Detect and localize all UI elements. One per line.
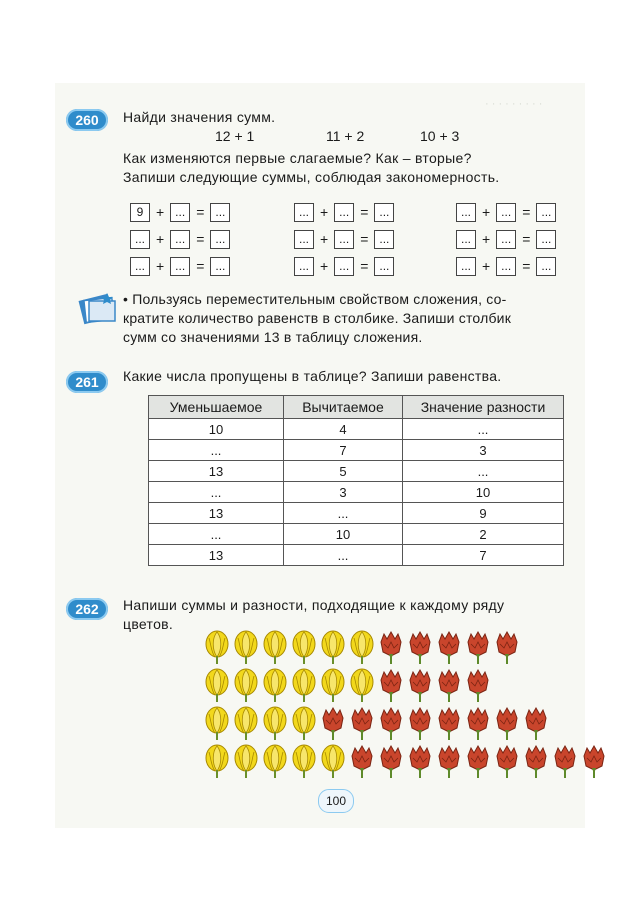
sum-box[interactable]: ... (536, 257, 556, 276)
table-cell: 4 (284, 419, 403, 440)
subtraction-table (148, 395, 564, 566)
tulip-icon (291, 706, 317, 740)
table-cell: 7 (284, 440, 403, 461)
equals-sign: = (522, 204, 531, 220)
table-cell: 9 (403, 503, 564, 524)
table-cell[interactable]: ... (284, 545, 403, 566)
header-minuend: Уменьшаемое (149, 396, 284, 419)
tulip-icon (320, 744, 346, 778)
header-difference: Значение разности (403, 396, 564, 419)
addend-box[interactable]: ... (294, 257, 314, 276)
task-260-badge: 260 (66, 109, 108, 131)
table-cell: 10 (284, 524, 403, 545)
addend-box[interactable]: ... (456, 203, 476, 222)
addend-box[interactable]: ... (496, 257, 516, 276)
plus-sign: + (482, 258, 491, 274)
carnation-icon (436, 668, 462, 702)
note-line-1: • Пользуясь переместительным свойством сложения, со- (123, 291, 507, 307)
addend-box[interactable]: ... (334, 257, 354, 276)
sum-box[interactable]: ... (536, 230, 556, 249)
carnation-icon (494, 744, 520, 778)
plus-sign: + (320, 204, 329, 220)
equals-sign: = (196, 258, 205, 274)
carnation-icon (552, 744, 578, 778)
tulip-icon (262, 630, 288, 664)
plus-sign: + (156, 231, 165, 247)
sum-box[interactable]: ... (374, 203, 394, 222)
task-260-question: Как изменяются первые слагаемые? Как – вторые? (123, 150, 472, 166)
task-262-badge: 262 (66, 598, 108, 620)
sum-equation (130, 202, 230, 222)
carnation-icon (378, 630, 404, 664)
page-number: 100 (318, 789, 354, 813)
sum-1: 12 + 1 (215, 128, 255, 144)
equals-sign: = (196, 204, 205, 220)
table-cell: 13 (149, 545, 284, 566)
sum-equation (294, 256, 394, 276)
sum-equation (130, 229, 230, 249)
carnation-icon (581, 744, 607, 778)
tulip-icon (204, 630, 230, 664)
note-paragraph (123, 290, 578, 347)
addend-box[interactable]: ... (294, 203, 314, 222)
sum-equation (456, 256, 556, 276)
tulip-icon (204, 706, 230, 740)
tulip-icon (349, 630, 375, 664)
plus-sign: + (320, 231, 329, 247)
tulip-icon (233, 744, 259, 778)
table-cell: 5 (284, 461, 403, 482)
carnation-icon (436, 630, 462, 664)
tulip-icon (233, 706, 259, 740)
equals-sign: = (360, 258, 369, 274)
addend-box[interactable]: ... (170, 203, 190, 222)
tulip-icon (233, 630, 259, 664)
table-cell[interactable]: ... (149, 524, 284, 545)
tulip-icon (320, 668, 346, 702)
addend-box[interactable]: ... (456, 257, 476, 276)
tulip-icon (291, 630, 317, 664)
plus-sign: + (482, 231, 491, 247)
sum-box[interactable]: ... (210, 230, 230, 249)
tulip-icon (291, 668, 317, 702)
sum-equation (456, 202, 556, 222)
table-row (149, 440, 564, 461)
carnation-icon (494, 630, 520, 664)
addend-box[interactable]: ... (496, 230, 516, 249)
carnation-icon (465, 630, 491, 664)
sum-equation (130, 256, 230, 276)
addend-box[interactable]: ... (130, 230, 150, 249)
table-cell: 2 (403, 524, 564, 545)
task-261-question: Какие числа пропущены в таблице? Запиши равенства. (123, 368, 502, 384)
table-cell[interactable]: ... (284, 503, 403, 524)
carnation-icon (465, 706, 491, 740)
sum-box[interactable]: ... (374, 230, 394, 249)
table-cell[interactable]: ... (403, 461, 564, 482)
table-cell[interactable]: ... (149, 440, 284, 461)
carnation-icon (407, 630, 433, 664)
carnation-icon (378, 744, 404, 778)
table-cell: 10 (149, 419, 284, 440)
carnation-icon (407, 706, 433, 740)
tulip-icon (204, 744, 230, 778)
first-addend-box[interactable]: 9 (130, 203, 150, 222)
addend-box[interactable]: ... (170, 257, 190, 276)
plus-sign: + (156, 258, 165, 274)
addend-box[interactable]: ... (496, 203, 516, 222)
carnation-icon (436, 744, 462, 778)
task-260-instruction-2: Запиши следующие суммы, соблюдая закономерность. (123, 169, 500, 185)
carnation-icon (465, 668, 491, 702)
tulip-icon (349, 668, 375, 702)
sum-3: 10 + 3 (420, 128, 460, 144)
carnation-icon (494, 706, 520, 740)
carnation-icon (349, 744, 375, 778)
table-cell: 10 (403, 482, 564, 503)
table-row (149, 503, 564, 524)
carnation-icon (407, 744, 433, 778)
tulip-icon (320, 630, 346, 664)
carnation-icon (378, 668, 404, 702)
plus-sign: + (320, 258, 329, 274)
equals-sign: = (196, 231, 205, 247)
addend-box[interactable]: ... (334, 230, 354, 249)
sum-box[interactable]: ... (210, 203, 230, 222)
sum-equation (456, 229, 556, 249)
sum-2: 11 + 2 (326, 128, 365, 144)
task-262-instruction-2: цветов. (123, 616, 174, 632)
task-262-instruction: Напиши суммы и разности, подходящие к каждому ряду (123, 597, 505, 613)
equals-sign: = (522, 231, 531, 247)
tulip-icon (204, 668, 230, 702)
header-subtrahend: Вычитаемое (284, 396, 403, 419)
carnation-icon (378, 706, 404, 740)
task-260-instruction: Найди значения сумм. (123, 109, 276, 125)
sum-box[interactable]: ... (374, 257, 394, 276)
table-row (149, 461, 564, 482)
task-261-badge: 261 (66, 371, 108, 393)
carnation-icon (349, 706, 375, 740)
table-header-row (149, 396, 564, 419)
table-row (149, 419, 564, 440)
carnation-icon (523, 706, 549, 740)
addend-box[interactable]: ... (130, 257, 150, 276)
note-line-2: кратите количество равенств в столбике. Запиши столбик (123, 310, 512, 326)
addend-box[interactable]: ... (170, 230, 190, 249)
plus-sign: + (482, 204, 491, 220)
carnation-icon (320, 706, 346, 740)
sum-box[interactable]: ... (210, 257, 230, 276)
tulip-icon (262, 744, 288, 778)
tulip-icon (262, 706, 288, 740)
equals-sign: = (522, 258, 531, 274)
sum-box[interactable]: ... (536, 203, 556, 222)
addend-box[interactable]: ... (456, 230, 476, 249)
tulip-icon (291, 744, 317, 778)
table-cell: 13 (149, 503, 284, 524)
addend-box[interactable]: ... (334, 203, 354, 222)
table-cell: 3 (403, 440, 564, 461)
carnation-icon (407, 668, 433, 702)
table-cell[interactable]: ... (149, 482, 284, 503)
sum-equation (294, 202, 394, 222)
table-row (149, 482, 564, 503)
carnation-icon (465, 744, 491, 778)
note-line-3: сумм со значениями 13 в таблицу сложения. (123, 329, 423, 345)
sum-equation (294, 229, 394, 249)
equals-sign: = (360, 204, 369, 220)
table-cell: 7 (403, 545, 564, 566)
table-cell: 3 (284, 482, 403, 503)
notebook-icon (77, 289, 121, 329)
table-cell[interactable]: ... (403, 419, 564, 440)
addend-box[interactable]: ... (294, 230, 314, 249)
equals-sign: = (360, 231, 369, 247)
plus-sign: + (156, 204, 165, 220)
table-row (149, 545, 564, 566)
table-cell: 13 (149, 461, 284, 482)
tulip-icon (233, 668, 259, 702)
tulip-icon (262, 668, 288, 702)
carnation-icon (523, 744, 549, 778)
table-row (149, 524, 564, 545)
table-body (149, 419, 564, 566)
show-through-text: · · · · · · · · · (485, 98, 543, 110)
carnation-icon (436, 706, 462, 740)
